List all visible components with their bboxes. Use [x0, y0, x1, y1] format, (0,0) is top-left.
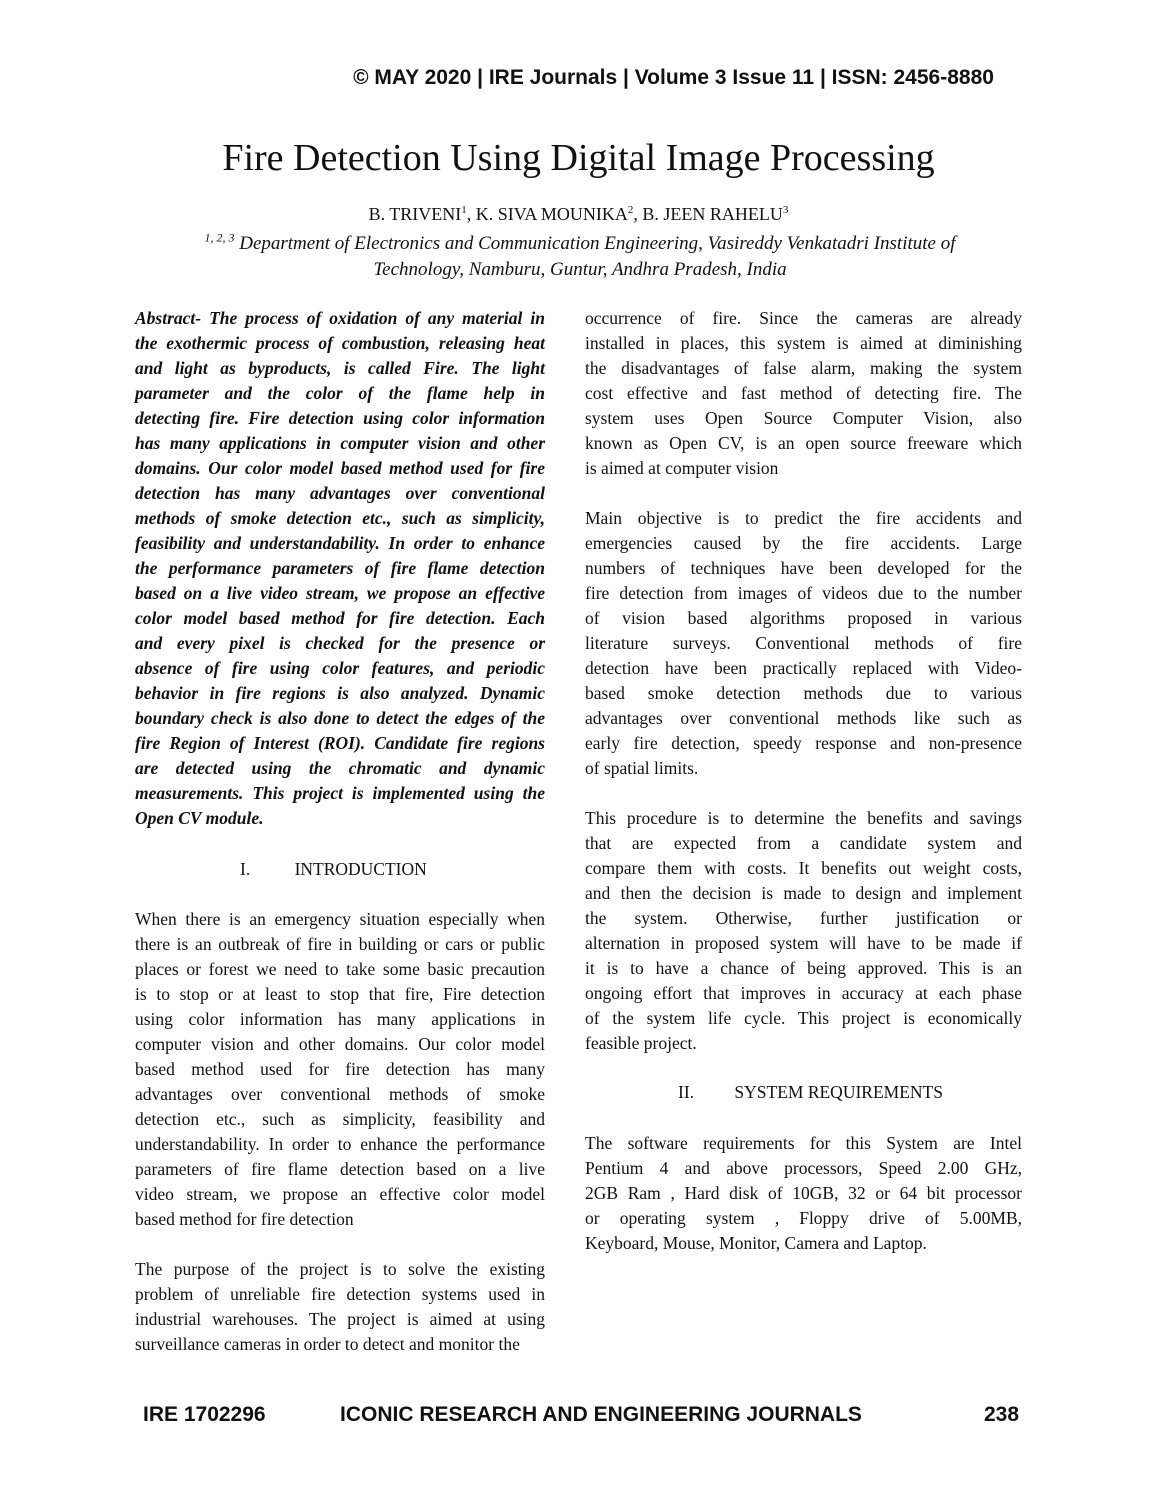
text-line: [135, 1307, 545, 1332]
text-line-content: places or forest we need to take some basic precaution: [135, 959, 545, 979]
text-line: [585, 881, 1022, 906]
running-header: [0, 66, 1157, 90]
text-line: [585, 581, 1022, 606]
text-line: [135, 907, 545, 932]
text-line: [135, 1157, 545, 1182]
text-line: [135, 356, 545, 381]
text-line-content: the exothermic process of combustion, releasing heat: [135, 333, 545, 353]
text-line: [585, 1206, 1022, 1231]
text-line-content: the system. Otherwise, further justification or: [585, 908, 1022, 928]
footer-journal-name: ICONIC RESEARCH AND ENGINEERING JOURNALS: [340, 1403, 862, 1426]
text-line: [135, 1082, 545, 1107]
text-line: [135, 806, 545, 831]
text-line: [585, 556, 1022, 581]
text-line-content: and then the decision is made to design and implement: [585, 883, 1022, 903]
text-line-content: compare them with costs. It benefits out weight costs,: [585, 858, 1022, 878]
text-line: [585, 931, 1022, 956]
text-line-content: it is to have a chance of being approved. This is an: [585, 958, 1022, 978]
section-heading-introduction: [240, 857, 427, 882]
system-requirements-paragraph: [585, 1131, 1022, 1256]
text-line-content: based method for fire detection: [135, 1209, 354, 1229]
author-affiliation-mark: 2: [627, 204, 634, 216]
author-separator: ,: [633, 204, 643, 224]
text-line-content: and every pixel is checked for the presence or: [135, 633, 545, 653]
section-heading-system-requirements: [678, 1080, 943, 1105]
footer-paper-id: IRE 1702296: [143, 1403, 266, 1426]
text-line: [135, 681, 545, 706]
text-line-content: industrial warehouses. The project is aimed at using: [135, 1309, 545, 1329]
text-line-content: is to stop or at least to stop that fire, Fire detection: [135, 984, 545, 1004]
text-line: [585, 1006, 1022, 1031]
text-line: [135, 731, 545, 756]
text-line: [585, 606, 1022, 631]
text-line: [585, 1231, 1022, 1256]
introduction-paragraph-1: [135, 907, 545, 1232]
affiliation-line-2: Technology, Namburu, Guntur, Andhra Pradesh, India: [373, 259, 787, 280]
text-line: [585, 731, 1022, 756]
text-line-content: of the system life cycle. This project is economically: [585, 1008, 1022, 1028]
text-line: [135, 656, 545, 681]
text-line: [585, 706, 1022, 731]
text-line: [135, 431, 545, 456]
text-line: [135, 481, 545, 506]
text-line: [135, 781, 545, 806]
text-line: [585, 656, 1022, 681]
text-line-content: has many applications in computer vision and other: [135, 433, 545, 453]
text-line: [585, 356, 1022, 381]
text-line: [585, 981, 1022, 1006]
affiliation: [150, 231, 1010, 283]
text-line: [135, 1007, 545, 1032]
text-line-content: Pentium 4 and above processors, Speed 2.00 GHz,: [585, 1158, 1022, 1178]
text-line: [585, 681, 1022, 706]
text-line: [135, 957, 545, 982]
text-line: [135, 456, 545, 481]
text-line-content: fire Region of Interest (ROI). Candidate fire regions: [135, 733, 545, 753]
text-line: [585, 1031, 1022, 1056]
right-paragraph-3: [585, 806, 1022, 1056]
affiliation-line-1: Department of Electronics and Communication Engineering, Vasireddy Venkatadri Institute of: [234, 233, 956, 254]
text-line: [135, 306, 545, 331]
text-line-content: the performance parameters of fire flame detection: [135, 558, 545, 578]
section-title: SYSTEM REQUIREMENTS: [734, 1082, 943, 1102]
text-line: [135, 1257, 545, 1282]
text-line-content: computer vision and other domains. Our color model: [135, 1034, 545, 1054]
text-line: [585, 506, 1022, 531]
text-line-content: boundary check is also done to detect the edges of the: [135, 708, 545, 728]
text-line: [135, 982, 545, 1007]
text-line-content: there is an outbreak of fire in building or cars or public: [135, 934, 545, 954]
text-line-content: based on a live video stream, we propose an effective: [135, 583, 545, 603]
author-name: B. TRIVENI: [368, 204, 462, 224]
text-line: [585, 1156, 1022, 1181]
text-line-content: of vision based algorithms proposed in various: [585, 608, 1022, 628]
text-line-content: feasible project.: [585, 1033, 697, 1053]
text-line-content: detection etc., such as simplicity, feasibility and: [135, 1109, 545, 1129]
text-line: [135, 581, 545, 606]
author-affiliation-mark: 1: [461, 204, 467, 216]
text-line: [585, 831, 1022, 856]
text-line: [135, 1332, 545, 1357]
footer-page-number: 238: [984, 1403, 1020, 1426]
text-line-content: are detected using the chromatic and dynamic: [135, 758, 545, 778]
text-line-content: The software requirements for this System are Intel: [585, 1133, 1022, 1153]
text-line-content: measurements. This project is implemented using the: [135, 783, 545, 803]
text-line-content: using color information has many applications in: [135, 1009, 545, 1029]
running-header-text: © MAY 2020 | IRE Journals | Volume 3 Issue 11 | ISSN: 2456-8880: [353, 66, 994, 89]
author-name: B. JEEN RAHELU: [642, 204, 783, 224]
text-line-content: Keyboard, Mouse, Monitor, Camera and Laptop.: [585, 1233, 927, 1253]
text-line-content: system uses Open Source Computer Vision, also: [585, 408, 1022, 428]
text-line-content: This procedure is to determine the benefits and savings: [585, 808, 1022, 828]
introduction-paragraph-2: [135, 1257, 545, 1357]
text-line-content: methods of smoke detection etc., such as simplicity,: [135, 508, 545, 528]
text-line-content: parameters of fire flame detection based on a live: [135, 1159, 545, 1179]
text-line: [135, 406, 545, 431]
text-line: [585, 906, 1022, 931]
text-line: [135, 381, 545, 406]
text-line: [135, 1032, 545, 1057]
text-line: [585, 381, 1022, 406]
section-number: I.: [240, 859, 251, 879]
text-line: [135, 1107, 545, 1132]
text-line-content: domains. Our color model based method used for fire: [135, 458, 545, 478]
text-line-content: literature surveys. Conventional methods of fire: [585, 633, 1022, 653]
text-line-content: Abstract- The process of oxidation of any material in: [135, 308, 545, 328]
text-line-content: occurrence of fire. Since the cameras are already: [585, 308, 1022, 328]
text-line-content: the disadvantages of false alarm, making the system: [585, 358, 1022, 378]
text-line-content: Main objective is to predict the fire accidents and: [585, 508, 1022, 528]
text-line-content: known as Open CV, is an open source freeware which: [585, 433, 1022, 453]
text-line: [585, 406, 1022, 431]
text-line: [135, 1207, 545, 1232]
right-paragraph-2: [585, 506, 1022, 781]
text-line-content: Open CV module.: [135, 808, 264, 828]
text-line: [135, 932, 545, 957]
text-line-content: behavior in fire regions is also analyzed. Dynamic: [135, 683, 545, 703]
text-line-content: and light as byproducts, is called Fire. The light: [135, 358, 545, 378]
author-name: K. SIVA MOUNIKA: [475, 204, 628, 224]
abstract: [135, 306, 545, 831]
text-line-content: feasibility and understandability. In order to enhance: [135, 533, 545, 553]
text-line-content: installed in places, this system is aimed at diminishing: [585, 333, 1022, 353]
text-line-content: is aimed at computer vision: [585, 458, 779, 478]
text-line-content: detecting fire. Fire detection using color information: [135, 408, 545, 428]
text-line-content: advantages over conventional methods like such as: [585, 708, 1022, 728]
text-line: [135, 631, 545, 656]
text-line: [135, 1132, 545, 1157]
text-line-content: cost effective and fast method of detecting fire. The: [585, 383, 1022, 403]
section-number: II.: [678, 1082, 695, 1102]
text-line-content: parameter and the color of the flame help in: [135, 383, 545, 403]
text-line-content: fire detection from images of videos due to the number: [585, 583, 1022, 603]
text-line: [135, 531, 545, 556]
affiliation-mark: 1, 2, 3: [204, 230, 235, 245]
text-line-content: 2GB Ram , Hard disk of 10GB, 32 or 64 bit processor: [585, 1183, 1022, 1203]
text-line-content: alternation in proposed system will have to be made if: [585, 933, 1022, 953]
text-line: [135, 706, 545, 731]
text-line: [135, 331, 545, 356]
text-line: [135, 756, 545, 781]
author-list: [0, 204, 1157, 225]
text-line: [135, 1282, 545, 1307]
text-line: [135, 1182, 545, 1207]
text-line: [135, 556, 545, 581]
text-line: [585, 1131, 1022, 1156]
text-line: [135, 606, 545, 631]
text-line-content: emergencies caused by the fire accidents. Large: [585, 533, 1022, 553]
author-affiliation-mark: 3: [782, 204, 789, 216]
text-line-content: The purpose of the project is to solve the existing: [135, 1259, 545, 1279]
text-line: [585, 756, 1022, 781]
text-line-content: numbers of techniques have been developed for the: [585, 558, 1022, 578]
text-line: [585, 631, 1022, 656]
text-line: [585, 331, 1022, 356]
text-line-content: detection has many advantages over conventional: [135, 483, 545, 503]
text-line-content: that are expected from a candidate system and: [585, 833, 1022, 853]
section-title: INTRODUCTION: [294, 859, 427, 879]
text-line-content: or operating system , Floppy drive of 5.00MB,: [585, 1208, 1022, 1228]
text-line-content: based smoke detection methods due to various: [585, 683, 1022, 703]
text-line-content: advantages over conventional methods of smoke: [135, 1084, 545, 1104]
text-line-content: color model based method for fire detection. Each: [135, 608, 545, 628]
text-line-content: of spatial limits.: [585, 758, 699, 778]
paper-title: Fire Detection Using Digital Image Processing: [222, 137, 935, 179]
text-line-content: understandability. In order to enhance the performance: [135, 1134, 545, 1154]
text-line: [135, 1057, 545, 1082]
text-line: [585, 306, 1022, 331]
text-line-content: video stream, we propose an effective color model: [135, 1184, 545, 1204]
text-line: [585, 531, 1022, 556]
text-line: [585, 431, 1022, 456]
text-line-content: based method used for fire detection has many: [135, 1059, 545, 1079]
text-line-content: When there is an emergency situation especially when: [135, 909, 545, 929]
text-line-content: problem of unreliable fire detection systems used in: [135, 1284, 545, 1304]
text-line: [585, 956, 1022, 981]
author-separator: ,: [466, 204, 476, 224]
right-paragraph-1: [585, 306, 1022, 481]
text-line: [585, 856, 1022, 881]
text-line: [585, 806, 1022, 831]
text-line-content: early fire detection, speedy response and non-presence: [585, 733, 1022, 753]
text-line: [135, 506, 545, 531]
text-line-content: surveillance cameras in order to detect and monitor the: [135, 1334, 520, 1354]
text-line-content: ongoing effort that improves in accuracy at each phase: [585, 983, 1022, 1003]
text-line: [585, 456, 1022, 481]
text-line-content: detection have been practically replaced with Video-: [585, 658, 1022, 678]
text-line-content: absence of fire using color features, and periodic: [135, 658, 545, 678]
text-line: [585, 1181, 1022, 1206]
